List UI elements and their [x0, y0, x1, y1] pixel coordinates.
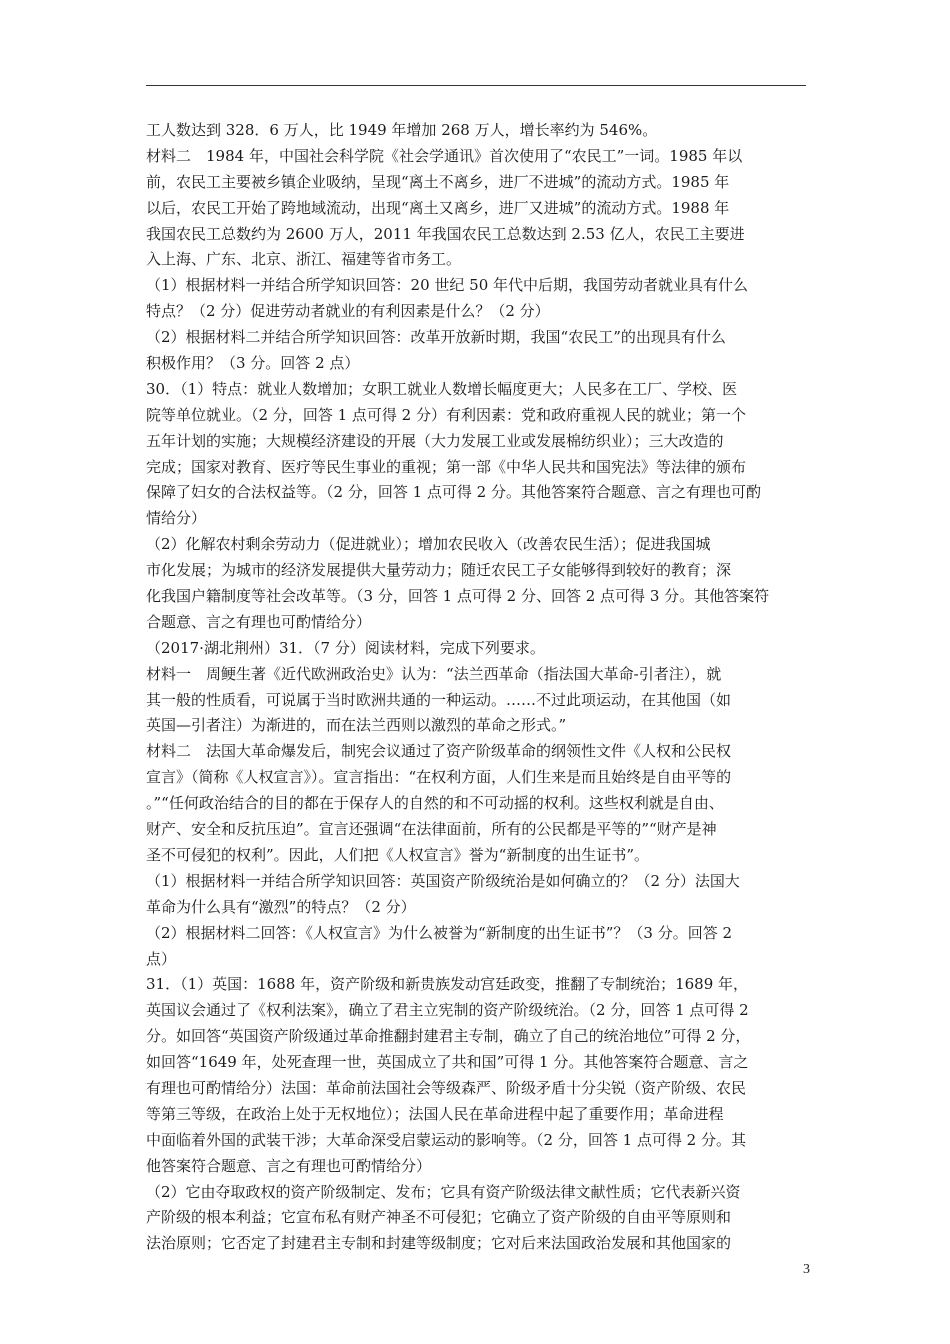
text-line: 其一般的性质看，可说属于当时欧洲共通的一种运动。……不过此项运动，在其他国（如: [146, 690, 732, 709]
text-line: 五年计划的实施；大规模经济建设的开展（大力发展工业或发展棉纺织业）；三大改造的: [146, 431, 724, 450]
text-line: 如回答“1649 年，处死查理一世，英国成立了共和国”可得 1 分。其他答案符合题意、言之: [146, 1053, 749, 1072]
text-line: 特点？（2 分）促进劳动者就业的有利因素是什么？（2 分）: [146, 302, 550, 321]
text-line: （2）根据材料二并结合所学知识回答：改革开放新时期，我国“农民工”的出现具有什么: [146, 328, 726, 347]
text-line: 以后，农民工开始了跨地域流动，出现“离土又离乡，进厂又进城”的流动方式。1988 年: [146, 198, 730, 217]
text-line: 院等单位就业。（2 分，回答 1 点可得 2 分）有利因素：党和政府重视人民的就业；第一个: [146, 405, 746, 424]
text-line: 工人数达到 328．6 万人，比 1949 年增加 268 万人，增长率约为 546%。: [146, 121, 658, 139]
text-line: 他答案符合题意、言之有理也可酌情给分）: [146, 1156, 432, 1175]
text-line: 合题意、言之有理也可酌情给分）: [146, 612, 372, 631]
text-line: 英国—引者注）为渐进的，而在法兰西则以激烈的革命之形式。”: [146, 716, 567, 735]
text-line: 法治原则；它否定了封建君主专制和封建等级制度；它对后来法国政治发展和其他国家的: [146, 1234, 732, 1253]
text-line: （2017·湖北荆州）31．（7 分）阅读材料，完成下列要求。: [146, 638, 545, 657]
text-line: 我国农民工总数约为 2600 万人，2011 年我国农民工总数达到 2.53 亿人，农民工主要进: [146, 224, 745, 243]
text-line: （2）根据材料二回答：《人权宣言》为什么被誉为“新制度的出生证书”？（3 分。回答 2: [146, 923, 733, 942]
text-line: 化我国户籍制度等社会改革等。（3 分，回答 1 点可得 2 分、回答 2 点可得 3 分。其他答案符: [146, 587, 770, 606]
text-line: （1）根据材料一并结合所学知识回答：20 世纪 50 年代中后期，我国劳动者就业具有什么: [146, 276, 749, 295]
text-line: 革命为什么具有“激烈”的特点？（2 分）: [146, 897, 416, 916]
text-line: 材料一 周鲠生著《近代欧洲政治史》认为：“法兰西革命（指法国大革命-引者注），就: [146, 664, 722, 683]
text-line: （1）根据材料一并结合所学知识回答：英国资产阶级统治是如何确立的？（2 分）法国大: [146, 871, 740, 890]
text-line: 完成；国家对教育、医疗等民生事业的重视；第一部《中华人民共和国宪法》等法律的颁布: [146, 457, 747, 476]
text-line: （2）化解农村剩余劳动力（促进就业）；增加农民收入（改善农民生活）；促进我国城: [146, 535, 711, 554]
header-rule: [146, 85, 806, 86]
text-line: 。”“任何政治结合的目的都在于保存人的自然的和不可动摇的权利。这些权利就是自由、: [146, 794, 724, 813]
text-line: 保障了妇女的合法权益等。（2 分，回答 1 点可得 2 分。其他答案符合题意、言之有理也可酌: [146, 483, 761, 502]
text-line: 前，农民工主要被乡镇企业吸纳，呈现“离土不离乡，进厂不进城”的流动方式。1985 年: [146, 172, 730, 191]
text-line: 宣言》（简称《人权宣言》）。宣言指出：“在权利方面，人们生来是而且始终是自由平等的: [146, 768, 732, 787]
text-line: 点）: [146, 949, 177, 968]
text-line: 材料二 1984 年，中国社会科学院《社会学通讯》首次使用了“农民工”一词。1985 年以: [146, 146, 743, 165]
text-line: 中面临着外国的武装干涉；大革命深受启蒙运动的影响等。（2 分，回答 1 点可得 2 分。其: [146, 1130, 746, 1149]
page-number: 3: [803, 1262, 810, 1277]
text-line: 财产、安全和反抗压迫”。宣言还强调“在法律面前，所有的公民都是平等的”“财产是神: [146, 820, 717, 839]
text-line: 分。如回答“英国资产阶级通过革命推翻封建君主专制，确立了自己的统治地位”可得 2 分，: [146, 1027, 751, 1046]
text-line: 市化发展；为城市的经济发展提供大量劳动力；随迁农民工子女能够得到较好的教育；深: [146, 561, 732, 580]
text-line: 英国议会通过了《权利法案》，确立了君主立宪制的资产阶级统治。（2 分，回答 1 点可得 2: [146, 1001, 749, 1020]
text-line: 30．（1）特点：就业人数增加；女职工就业人数增长幅度更大；人民多在工厂、学校、医: [146, 379, 738, 398]
text-line: 等第三等级，在政治上处于无权地位）；法国人民在革命进程中起了重要作用；革命进程: [146, 1104, 724, 1123]
text-line: 入上海、广东、北京、浙江、福建等省市务工。: [146, 250, 462, 269]
text-line: 材料二 法国大革命爆发后，制宪会议通过了资产阶级革命的纲领性文件《人权和公民权: [146, 742, 732, 761]
text-line: 情给分）: [146, 509, 207, 528]
text-line: （2）它由夺取政权的资产阶级制定、发布；它具有资产阶级法律文献性质；它代表新兴资: [146, 1182, 741, 1201]
text-line: 31．（1）英国：1688 年，资产阶级和新贵族发动宫廷政变，推翻了专制统治；1689 年，: [146, 975, 749, 994]
body-text: [146, 118, 810, 1257]
text-line: 产阶级的根本利益；它宣布私有财产神圣不可侵犯；它确立了资产阶级的自由平等原则和: [146, 1208, 732, 1227]
text-line: 有理也可酌情给分）法国：革命前法国社会等级森严、阶级矛盾十分尖锐（资产阶级、农民: [146, 1078, 747, 1097]
text-line: 圣不可侵犯的权利”。因此，人们把《人权宣言》誉为“新制度的出生证书”。: [146, 845, 650, 864]
text-line: 积极作用？（3 分。回答 2 点）: [146, 354, 360, 373]
